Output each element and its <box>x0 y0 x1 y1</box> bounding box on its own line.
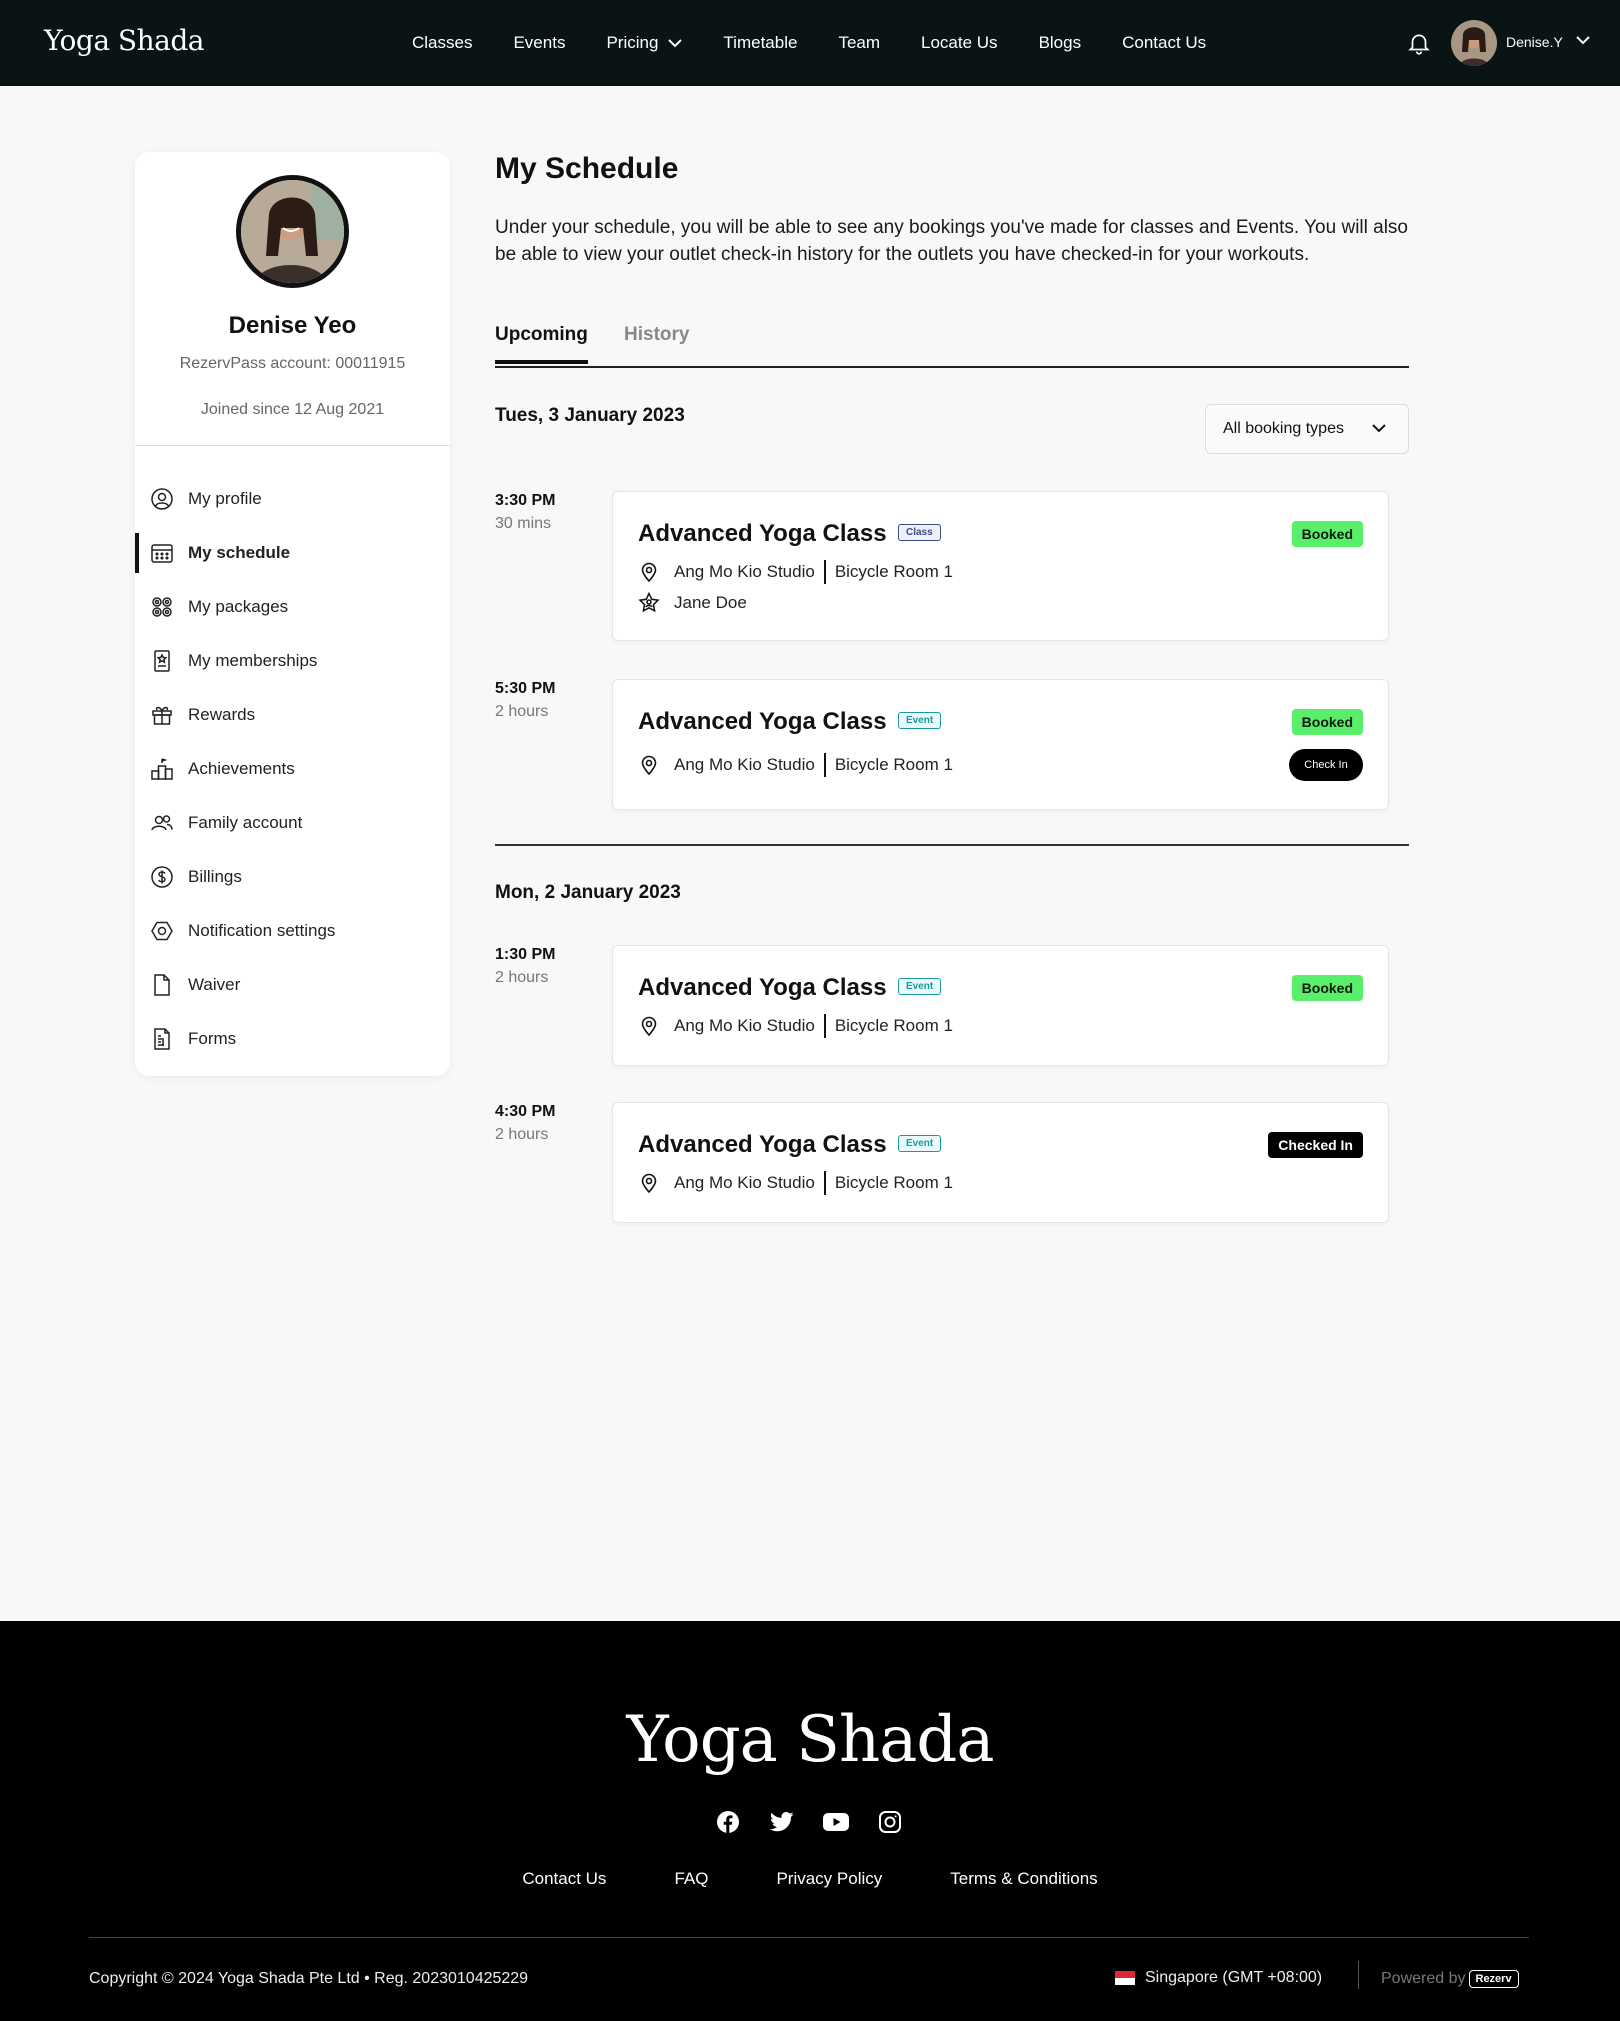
page-description: Under your schedule, you will be able to see any bookings you've made for classes and Events. You will also be able to view your outlet check-in history for the outlets you have checked-in for your workouts. <box>495 217 1408 265</box>
check-in-button[interactable]: Check In <box>1289 749 1363 781</box>
separator <box>824 753 826 777</box>
star-user-icon <box>638 592 660 614</box>
nav-label: Pricing <box>606 33 659 52</box>
sidebar-item-waiver[interactable] <box>135 958 450 1012</box>
room-name: Bicycle Room 1 <box>834 562 953 581</box>
separator <box>824 560 826 584</box>
podium-icon <box>150 757 174 781</box>
nav-timetable[interactable] <box>723 33 797 53</box>
copyright-text: Copyright © 2024 Yoga Shada Pte Ltd • Reg. 2023010425229 <box>89 1970 529 1987</box>
sidebar-item-forms[interactable] <box>135 1012 450 1066</box>
sidebar-item-label: My packages <box>188 597 289 616</box>
nav-label: Contact Us <box>1122 33 1207 52</box>
facebook-icon[interactable] <box>715 1809 741 1835</box>
nav-label: Events <box>513 33 566 52</box>
singapore-flag-icon <box>1115 1971 1135 1985</box>
sidebar-item-rewards[interactable] <box>135 688 450 742</box>
profile-avatar <box>236 175 349 288</box>
booking-title: Advanced Yoga Class <box>638 520 887 547</box>
status-badge: Booked <box>1292 709 1363 735</box>
status-badge: Checked In <box>1268 1132 1363 1158</box>
schedule-tabs <box>495 322 1409 368</box>
booking-type-tag: Event <box>898 1135 941 1152</box>
footer-divider <box>89 1937 1529 1938</box>
sidebar-item-billings[interactable] <box>135 850 450 904</box>
status-badge: Booked <box>1292 521 1363 547</box>
sidebar-item-my-schedule[interactable] <box>135 526 450 580</box>
studio-name: Ang Mo Kio Studio <box>674 1173 815 1192</box>
nav-label: Blogs <box>1038 33 1082 52</box>
booking-type-filter[interactable] <box>1205 404 1409 454</box>
chevron-down-icon[interactable] <box>1576 36 1590 45</box>
powered-by-label: Powered by <box>1381 1970 1466 1987</box>
tab-history[interactable]: History <box>624 324 690 345</box>
booking-type-tag: Event <box>898 712 941 729</box>
nav-blogs[interactable] <box>1039 33 1082 53</box>
social-links <box>715 1809 931 1835</box>
sidebar-item-label: Waiver <box>188 975 241 994</box>
tab-upcoming[interactable]: Upcoming <box>495 324 588 364</box>
user-avatar[interactable] <box>1451 20 1497 66</box>
separator <box>824 1014 826 1038</box>
youtube-icon[interactable] <box>823 1809 849 1835</box>
date-heading: Tues, 3 January 2023 <box>495 405 685 426</box>
sidebar-item-label: Achievements <box>188 759 295 778</box>
sidebar-item-family-account[interactable] <box>135 796 450 850</box>
sidebar-item-label: Notification settings <box>188 921 336 940</box>
chevron-down-icon <box>668 39 682 48</box>
booking-duration: 2 hours <box>495 1126 549 1143</box>
chevron-down-icon <box>1372 424 1386 433</box>
location-pin-icon <box>638 562 660 582</box>
separator <box>1358 1961 1359 1989</box>
membership-card-icon <box>150 649 174 673</box>
region-label: Singapore (GMT +08:00) <box>1145 1969 1323 1986</box>
location-row <box>638 1014 953 1038</box>
account-number: RezervPass account: 00011915 <box>179 355 406 372</box>
booking-card[interactable] <box>612 945 1389 1066</box>
studio-name: Ang Mo Kio Studio <box>674 755 815 774</box>
booking-duration: 30 mins <box>495 515 552 532</box>
dollar-icon <box>150 865 174 889</box>
nav-label: Locate Us <box>921 33 998 52</box>
booking-duration: 2 hours <box>495 969 549 986</box>
booking-card[interactable] <box>612 1102 1389 1223</box>
users-icon <box>150 811 174 835</box>
booking-title: Advanced Yoga Class <box>638 1131 887 1158</box>
settings-hexagon-icon <box>150 919 174 943</box>
form-icon <box>150 1027 174 1051</box>
main-nav <box>412 0 1247 86</box>
booking-card[interactable] <box>612 491 1389 641</box>
nav-locate-us[interactable] <box>921 33 998 53</box>
booking-time: 3:30 PM <box>495 492 556 509</box>
footer-link-faq[interactable]: FAQ <box>674 1869 709 1888</box>
sidebar-item-label: Billings <box>188 867 242 886</box>
booking-time: 5:30 PM <box>495 680 556 697</box>
page-title: My Schedule <box>495 152 679 185</box>
sidebar-item-label: Rewards <box>188 705 256 724</box>
sidebar-item-label: My profile <box>188 489 262 508</box>
brand-logo[interactable]: Yoga Shada <box>44 24 204 57</box>
studio-name: Ang Mo Kio Studio <box>674 562 815 581</box>
profile-sidebar <box>135 152 450 1076</box>
site-footer <box>0 1621 1620 2021</box>
sidebar-item-my-profile[interactable] <box>135 472 450 526</box>
footer-links <box>0 1869 1620 1889</box>
room-name: Bicycle Room 1 <box>834 755 953 774</box>
bell-icon[interactable] <box>1406 30 1432 56</box>
profile-name: Denise Yeo <box>228 312 357 339</box>
sidebar-item-notification-settings[interactable] <box>135 904 450 958</box>
day-divider <box>495 844 1409 846</box>
footer-link-privacy-policy[interactable]: Privacy Policy <box>776 1869 883 1888</box>
twitter-icon[interactable] <box>769 1809 795 1835</box>
room-name: Bicycle Room 1 <box>834 1173 953 1192</box>
nav-events[interactable] <box>513 33 565 53</box>
user-circle-icon <box>150 487 174 511</box>
nav-label: Timetable <box>723 33 798 52</box>
region-selector[interactable] <box>1115 1969 1322 1987</box>
filter-label: All booking types <box>1223 420 1344 437</box>
location-row <box>638 1171 953 1195</box>
instructor-name: Jane Doe <box>674 593 747 612</box>
studio-name: Ang Mo Kio Studio <box>674 1016 815 1035</box>
nav-label: Classes <box>412 33 473 52</box>
booking-type-tag: Class <box>898 524 941 541</box>
location-pin-icon <box>638 755 660 775</box>
joined-date: Joined since 12 Aug 2021 <box>200 401 385 418</box>
sidebar-item-label: Forms <box>188 1029 237 1048</box>
nav-team[interactable] <box>838 33 880 53</box>
instructor-row <box>638 591 747 615</box>
status-badge: Booked <box>1292 975 1363 1001</box>
divider <box>135 445 450 446</box>
document-icon <box>150 973 174 997</box>
booking-duration: 2 hours <box>495 703 549 720</box>
footer-logo: Yoga Shada <box>626 1703 994 1777</box>
location-pin-icon <box>638 1173 660 1193</box>
footer-link-terms[interactable]: Terms & Conditions <box>950 1869 1098 1888</box>
packages-icon <box>150 595 174 619</box>
top-navigation-bar <box>0 0 1620 86</box>
booking-time: 4:30 PM <box>495 1103 556 1120</box>
nav-classes[interactable] <box>412 33 472 53</box>
booking-card[interactable] <box>612 679 1389 810</box>
nav-contact-us[interactable] <box>1122 33 1206 53</box>
sidebar-item-label: Family account <box>188 813 303 832</box>
booking-title: Advanced Yoga Class <box>638 974 887 1001</box>
gift-icon <box>150 703 174 727</box>
rezerv-logo[interactable]: Rezerv <box>1469 1970 1519 1988</box>
sidebar-item-my-packages[interactable] <box>135 580 450 634</box>
sidebar-item-label: My memberships <box>188 651 318 670</box>
separator <box>824 1171 826 1195</box>
powered-by <box>1381 1970 1519 1988</box>
user-name[interactable]: Denise.Y <box>1506 34 1563 50</box>
location-row <box>638 560 953 584</box>
date-heading: Mon, 2 January 2023 <box>495 882 681 903</box>
location-row <box>638 753 953 777</box>
sidebar-menu <box>135 472 450 1066</box>
location-pin-icon <box>638 1016 660 1036</box>
sidebar-item-my-memberships[interactable] <box>135 634 450 688</box>
sidebar-item-label: My schedule <box>188 543 291 562</box>
footer-link-contact-us[interactable]: Contact Us <box>522 1869 607 1888</box>
room-name: Bicycle Room 1 <box>834 1016 953 1035</box>
booking-title: Advanced Yoga Class <box>638 708 887 735</box>
nav-label: Team <box>838 33 881 52</box>
calendar-icon <box>150 541 174 565</box>
instagram-icon[interactable] <box>877 1809 903 1835</box>
booking-type-tag: Event <box>898 978 941 995</box>
booking-time: 1:30 PM <box>495 946 556 963</box>
sidebar-item-achievements[interactable] <box>135 742 450 796</box>
nav-pricing[interactable] <box>606 33 682 53</box>
